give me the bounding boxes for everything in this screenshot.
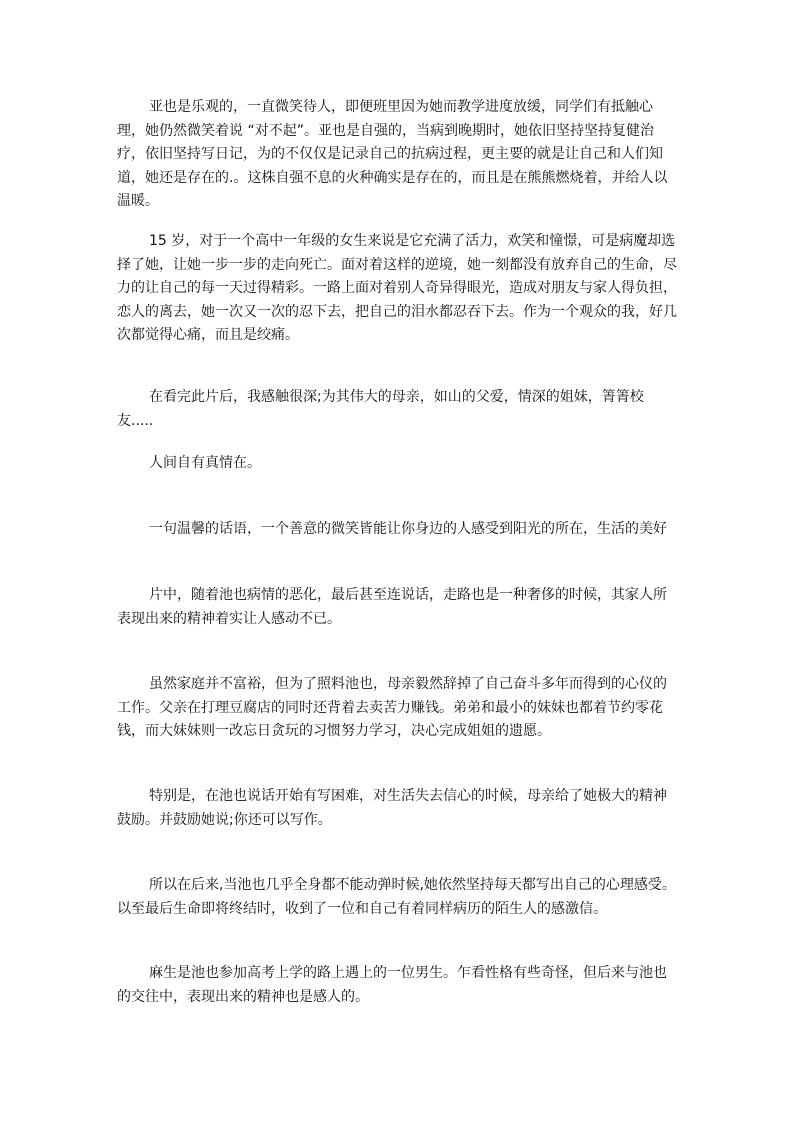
paragraph-after-film: 在看完此片后，我感触很深;为其伟大的母亲，如山的父爱，情深的姐妹，箐箐校友.....: [117, 389, 644, 429]
paragraph-keep-writing: 所以在后来,当池也几乎全身都不能动弹时候,她依然坚持每天都写出自己的心理感受。以至最后生命即将终结时，收到了一位和自己有着同样病历的陌生人的感激信。: [117, 877, 676, 917]
paragraph-age-fifteen: 15 岁，对于一个高中一年级的女生来说是它充满了活力，欢笑和憧憬，可是病魔却选择了她，让她一步一步的走向死亡。面对着这样的逆境，她一刻都没有放弃自己的生命，尽力的让自己的每一天过得精彩。一路上面对着别人奇异得眼光，造成对朋友与家人得负担，恋人的离去，她一次又一次的忍下去，把自己的泪水都忍吞下去。作为一个观众的我，好几次都觉得心痛，而且是绞痛。: [117, 233, 677, 343]
paragraph-optimism: 亚也是乐观的，一直微笑待人，即便班里因为她而教学进度放缓，同学们有抵触心理，她仍然微笑着说 “对不起”。亚也是自强的，当病到晚期时，她依旧坚持坚持复健治疗，依旧坚持写日记，为的不仅仅是记录自己的抗病过程，更主要的就是让自己和人们知道，她还是存在的.。这株自强不息的火种确实是存在的，而且是在熊熊燃烧着，并给人以温暖。: [117, 99, 668, 209]
paragraph-asou: 麻生是池也参加高考上学的路上遇上的一位男生。乍看性格有些奇怪，但后来与池也的交往中，表现出来的精神也是感人的。: [117, 965, 667, 1005]
paragraph-family-sacrifice: 虽然家庭并不富裕，但为了照料池也，母亲毅然辞掉了自己奋斗多年而得到的心仪的工作。父亲在打理豆腐店的同时还背着去卖苦力赚钱。弟弟和最小的妹妹也都着节约零花钱，而大妹妹则一改忘日贪玩的习惯努力学习，决心完成姐姐的遗愿。: [117, 676, 667, 739]
paragraph-warm-words: 一句温馨的话语，一个善意的微笑皆能让你身边的人感受到阳光的所在，生活的美好: [149, 521, 667, 537]
paragraph-family-spirit: 片中，随着池也病情的恶化，最后甚至连说话，走路也是一种奢侈的时候，其家人所表现出来的精神着实让人感动不已。: [117, 587, 667, 627]
paragraph-true-feelings: 人间自有真情在。: [149, 455, 261, 471]
paragraph-mother-encouragement: 特别是，在池也说话开始有写困难，对生活失去信心的时候，母亲给了她极大的精神鼓励。并鼓励她说;你还可以写作。: [117, 788, 667, 828]
